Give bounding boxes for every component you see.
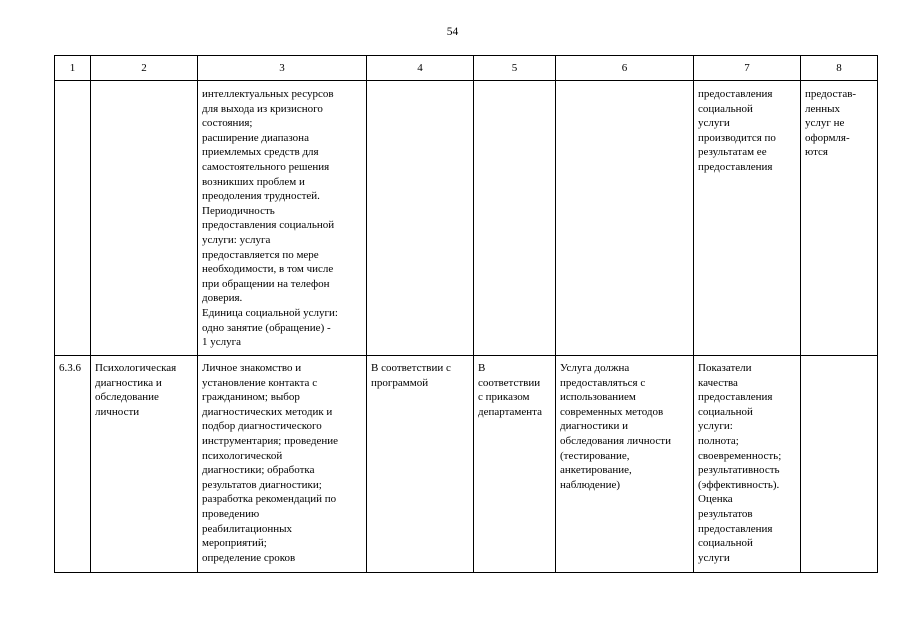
cell-text-line: производится по (698, 131, 776, 144)
services-table (54, 55, 878, 573)
cell-text-line: услуги: услуга (202, 233, 271, 246)
cell-text-line: диагностических методик и (202, 405, 333, 418)
cell-text-line: определение сроков (202, 551, 296, 564)
cell-text-line: Показатели (698, 362, 752, 374)
cell-text-line: реабилитационных (202, 522, 293, 535)
cell-text-line: одно занятие (обращение) - (202, 321, 331, 334)
cell-text-line: результатам ее (698, 146, 767, 159)
cell-conditions (556, 81, 694, 356)
cell-text-line: при обращении на телефон (202, 277, 330, 290)
cell-quality-indicators (694, 81, 801, 356)
cell-text-line: предоставляется по мере (202, 248, 319, 261)
cell-number (55, 81, 91, 356)
cell-text-line: предоставления социальной (202, 219, 335, 232)
cell-text-line: социальной (698, 102, 753, 115)
cell-text-line: для выхода из кризисного (202, 102, 323, 115)
cell-text-line: оформля- (805, 131, 850, 144)
cell-text-line: обследования личности (560, 434, 671, 447)
cell-text-line: В соответствии с (371, 362, 451, 374)
column-number: 8 (801, 56, 878, 81)
cell-number (55, 356, 91, 573)
cell-conditions (556, 356, 694, 573)
cell-text-line: услуги (698, 117, 730, 130)
cell-text-line: результатов диагностики; (202, 478, 322, 491)
cell-service-name (91, 356, 198, 573)
cell-text-line: использованием (560, 391, 636, 404)
cell-text-line: инструментария; проведение (202, 434, 339, 447)
cell-text-line: Периодичность (202, 204, 275, 217)
cell-text-line: возникших проблем и (202, 175, 305, 188)
cell-quality-indicators (694, 356, 801, 573)
cell-text-line: подбор диагностического (202, 420, 322, 433)
cell-text-line: качества (698, 376, 738, 389)
cell-term (474, 81, 556, 356)
page-number: 54 (446, 26, 459, 38)
cell-text-line: полнота; (698, 434, 739, 447)
cell-text-line: диагностики; обработка (202, 464, 315, 477)
cell-text-line: личности (95, 405, 140, 418)
cell-text-line: результатов (698, 507, 753, 520)
cell-notes (801, 81, 878, 356)
cell-text-line: обследование (95, 391, 159, 404)
cell-text-line: самостоятельного решения (202, 160, 330, 173)
cell-text-line: преодоления трудностей. (202, 190, 320, 203)
column-number: 4 (367, 56, 474, 81)
cell-volume (367, 81, 474, 356)
cell-text-line: (тестирование, (560, 449, 630, 462)
column-number: 7 (694, 56, 801, 81)
cell-text-line: результативность (698, 464, 780, 477)
cell-text-line: разработка рекомендаций по (202, 493, 337, 506)
cell-volume (367, 356, 474, 573)
column-number: 2 (91, 56, 198, 81)
table-row (55, 356, 878, 573)
cell-text-line: услуги (698, 551, 730, 564)
table-row (55, 81, 878, 356)
cell-text-line: социальной (698, 537, 753, 550)
cell-text-line: департамента (478, 405, 542, 418)
cell-text-line: Психологическая (95, 362, 177, 374)
cell-description (198, 81, 367, 356)
cell-text-line: своевременность; (698, 449, 782, 462)
cell-text-line: В (478, 362, 486, 374)
cell-description (198, 356, 367, 573)
cell-text-line: проведению (202, 507, 260, 520)
cell-service-name (91, 81, 198, 356)
cell-text-line: 6.3.6 (59, 362, 81, 374)
cell-text-line: состояния; (202, 117, 253, 130)
cell-text-line: соответствии (478, 376, 541, 389)
column-number: 1 (55, 56, 91, 81)
cell-text-line: Услуга должна (560, 362, 630, 374)
column-number-row (55, 56, 878, 81)
cell-text-line: интеллектуальных ресурсов (202, 88, 334, 100)
cell-text-line: необходимости, в том числе (202, 263, 334, 276)
cell-text-line: услуги: (698, 420, 733, 433)
cell-text-line: (эффективность). (698, 478, 780, 491)
cell-text-line: ются (805, 146, 828, 159)
cell-text-line: предоставления (698, 522, 773, 535)
cell-notes (801, 356, 878, 573)
cell-text-line: психологической (202, 449, 283, 462)
column-number: 3 (198, 56, 367, 81)
cell-text-line: современных методов (560, 405, 664, 418)
cell-text-line: предостав- (805, 88, 857, 100)
cell-text-line: предоставления (698, 160, 773, 173)
cell-text-line: Личное знакомство и (202, 362, 302, 374)
cell-text-line: диагностики и (560, 420, 628, 433)
column-number: 5 (474, 56, 556, 81)
cell-text-line: доверия. (202, 292, 243, 305)
cell-text-line: анкетирование, (560, 464, 632, 477)
cell-text-line: гражданином; выбор (202, 391, 300, 404)
cell-text-line: диагностика и (95, 376, 162, 389)
cell-text-line: предоставляться с (560, 376, 646, 389)
cell-text-line: предоставления (698, 391, 773, 404)
cell-term (474, 356, 556, 573)
cell-text-line: программой (371, 376, 429, 389)
cell-text-line: ленных (805, 102, 841, 115)
cell-text-line: предоставления (698, 88, 773, 100)
cell-text-line: установление контакта с (202, 376, 318, 389)
cell-text-line: 1 услуга (202, 336, 242, 349)
cell-text-line: приемлемых средств для (202, 146, 319, 159)
cell-text-line: с приказом (478, 391, 530, 404)
cell-text-line: Единица социальной услуги: (202, 306, 338, 319)
cell-text-line: наблюдение) (560, 478, 621, 491)
cell-text-line: мероприятий; (202, 537, 267, 550)
cell-text-line: Оценка (698, 493, 733, 506)
cell-text-line: услуг не (805, 117, 845, 130)
cell-text-line: расширение диапазона (202, 131, 309, 144)
cell-text-line: социальной (698, 405, 753, 418)
column-number: 6 (556, 56, 694, 81)
